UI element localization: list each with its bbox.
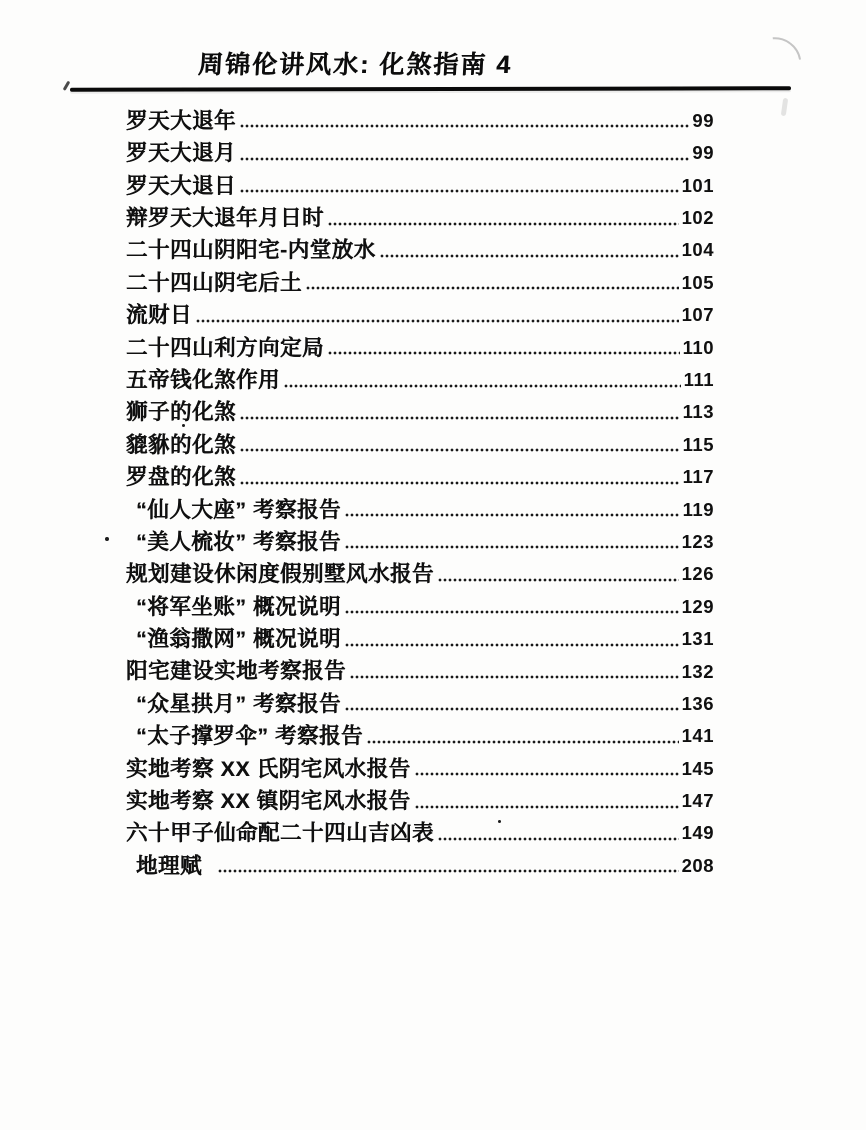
toc-entry-title: “美人梳妆” 考察报告: [136, 529, 341, 554]
toc-dot-leader: [345, 513, 680, 517]
toc-entry: [126, 327, 714, 359]
scan-dot-artifact: [105, 537, 109, 541]
toc-entry: [126, 359, 714, 391]
toc-dot-leader: [345, 707, 679, 711]
toc-entry-page-number: 129: [681, 595, 714, 617]
toc-entry: [126, 262, 714, 294]
toc-entry-page-number: 104: [681, 239, 714, 261]
toc-entry-page-number: 113: [682, 401, 714, 423]
scan-curve-artifact: [743, 27, 811, 94]
toc-entry-title: “将军坐账” 概况说明: [136, 594, 341, 619]
toc-dot-leader: [350, 675, 679, 679]
toc-entry: [126, 294, 714, 326]
rule-left-hook-artifact: [63, 81, 71, 91]
toc-dot-leader: [438, 837, 679, 841]
header-divider-rule: [70, 86, 791, 92]
toc-entry-page-number: 141: [681, 725, 714, 747]
toc-entry-title: 六十甲子仙命配二十四山吉凶表: [126, 821, 435, 846]
toc-entry: [126, 489, 714, 521]
toc-entry: [126, 197, 714, 229]
toc-entry: [126, 424, 714, 456]
toc-entry-title: 罗天大退月: [126, 141, 237, 166]
toc-entry: [126, 780, 714, 812]
toc-entry-page-number: 119: [682, 498, 714, 520]
toc-dot-leader: [380, 254, 679, 258]
toc-entry-title: 阳宅建设实地考察报告: [126, 659, 347, 684]
toc-dot-leader: [345, 610, 679, 614]
toc-entry: [126, 715, 714, 747]
toc-entry-page-number: 105: [681, 271, 714, 293]
toc-entry-title: 流财日: [126, 303, 193, 328]
toc-entry-page-number: 132: [681, 660, 714, 682]
toc-entry-title: 罗盘的化煞: [126, 465, 237, 490]
toc-entry-title: 五帝钱化煞作用: [126, 367, 281, 392]
toc-entry-page-number: 107: [681, 304, 714, 326]
toc-entry: [126, 230, 714, 262]
toc-entry: [126, 132, 714, 164]
toc-entry-title: “众星拱月” 考察报告: [136, 691, 341, 716]
toc-entry: [126, 521, 714, 553]
toc-dot-leader: [345, 643, 679, 647]
toc-entry: [126, 100, 714, 132]
toc-entry-page-number: 111: [683, 369, 714, 391]
toc-entry-page-number: 149: [681, 822, 714, 844]
toc-entry-title: 貔貅的化煞: [126, 432, 237, 457]
toc-entry: [126, 845, 714, 877]
toc-entry-page-number: 147: [681, 790, 714, 812]
toc-entry-title: 二十四山利方向定局: [126, 335, 325, 360]
toc-dot-leader: [284, 384, 681, 388]
toc-dot-leader: [328, 222, 679, 226]
toc-dot-leader: [240, 124, 689, 128]
scan-dot-artifact: [182, 424, 185, 427]
toc-entry-page-number: 123: [681, 530, 714, 552]
toc-entry-title: 二十四山阴宅后土: [126, 270, 303, 295]
toc-entry: [126, 683, 714, 715]
toc-entry-title: 辩罗天大退年月日时: [126, 206, 325, 230]
toc-entry-page-number: 136: [681, 692, 714, 714]
toc-dot-leader: [306, 286, 679, 290]
toc-entry-title: “仙人大座” 考察报告: [136, 497, 341, 522]
scan-dot-artifact: [498, 820, 501, 823]
toc-entry-title: 罗天大退日: [126, 173, 237, 198]
toc-entry-title: 狮子的化煞: [126, 400, 237, 425]
toc-entry-page-number: 131: [681, 628, 714, 650]
toc-dot-leader: [415, 805, 679, 809]
toc-entry-page-number: 145: [681, 757, 714, 779]
toc-entry-title: 实地考察 XX 氏阴宅风水报告: [126, 756, 411, 781]
toc-entry-title: “渔翁撒网” 概况说明: [136, 627, 341, 652]
toc-dot-leader: [328, 351, 680, 355]
toc-dot-leader: [240, 189, 679, 193]
toc-entry-page-number: 117: [682, 466, 714, 488]
toc-dot-leader: [240, 481, 680, 485]
toc-entry: [126, 618, 714, 650]
toc-entry-title: 二十四山阴阳宅-内堂放水: [126, 238, 376, 263]
toc-entry-page-number: 115: [682, 433, 714, 455]
toc-entry-page-number: 208: [681, 854, 714, 876]
toc-entry-page-number: 126: [681, 563, 714, 585]
toc-entry-page-number: 110: [682, 336, 714, 358]
toc-dot-leader: [345, 545, 679, 549]
toc-dot-leader: [240, 157, 689, 161]
toc-dot-leader: [438, 578, 679, 582]
toc-dot-leader: [240, 448, 680, 452]
toc-entry-title: 实地考察 XX 镇阴宅风水报告: [126, 789, 411, 814]
scan-smudge-artifact: [781, 98, 788, 117]
toc-entry: [126, 456, 714, 488]
toc-dot-leader: [218, 869, 679, 873]
running-header-title: 周锦伦讲风水: 化煞指南 4: [197, 51, 513, 79]
toc-list: [126, 100, 714, 877]
toc-entry-title: 地理赋: [136, 853, 203, 878]
toc-entry-title: 罗天大退年: [126, 108, 237, 133]
toc-entry: [126, 165, 714, 197]
toc-entry: [126, 553, 714, 585]
toc-dot-leader: [415, 772, 679, 776]
toc-entry-page-number: 101: [681, 174, 714, 196]
toc-entry: [126, 651, 714, 683]
toc-entry-title: 规划建设休闲度假别墅风水报告: [126, 562, 435, 587]
toc-entry: [126, 392, 714, 424]
toc-entry-title: “太子撑罗伞” 考察报告: [136, 724, 363, 749]
toc-entry-page-number: 99: [692, 109, 714, 131]
toc-dot-leader: [196, 319, 679, 323]
toc-dot-leader: [240, 416, 680, 420]
toc-entry: [126, 748, 714, 780]
toc-entry: [126, 586, 714, 618]
toc-entry-page-number: 102: [681, 207, 714, 229]
toc-entry: [126, 813, 714, 845]
toc-dot-leader: [367, 740, 679, 744]
toc-entry-page-number: 99: [692, 142, 714, 164]
